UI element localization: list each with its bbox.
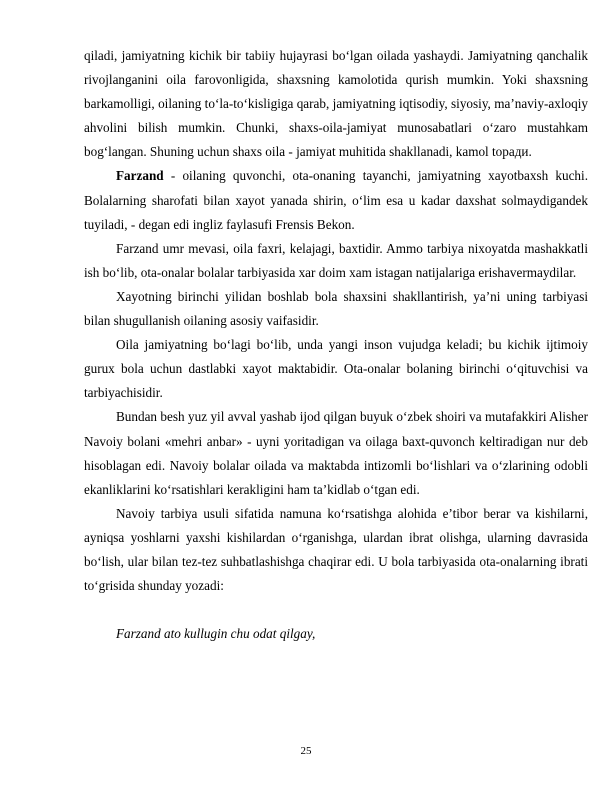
blank-line xyxy=(84,598,588,622)
paragraph-2: Farzand - oilaning quvonchi, ota-onaning tayanchi, jamiyatning xayotbaxsh kuchi. Bolalarning sharofati bilan xayot yanada shirin, o‘lim esa u kadar daxshat solmaydigandek tuyiladi, - degan edi ingliz faylasufi Frensis Bekon. xyxy=(84,168,588,232)
paragraph-6: Bundan besh yuz yil avval yashab ijod qilgan buyuk o‘zbek shoiri va mutafakkiri Alisher Navoiy bolani «mehri anbar» - uyni yoritadigan va oilaga baxt-quvonch keltiradigan nur deb hisoblagan edi. Navoiy bolalar oilada va maktabda intizomli bo‘lishlari va o‘zlarining odobli ekanliklarini ko‘rsatishlari kerakligini ham ta’kidlab o‘tgan edi. xyxy=(84,409,588,497)
verse-line: Farzand ato kullugin chu odat qilgay, xyxy=(116,626,316,642)
document-page xyxy=(84,44,588,646)
paragraph-7: Navoiy tarbiya usuli sifatida namuna ko‘rsatishga alohida e’tibor berar va kishilarni, ayniqsa yoshlarni yaxshi kishilardan o‘rganishga, ulardan ibrat olishga, ularning davrasida bo‘lish, ular bilan tez-tez suhbatlashishga chaqirar edi. U bola tarbiyasida ota-onalarning ibrati to‘grisida shunday yozadi: xyxy=(84,505,588,594)
paragraph-4: Xayotning birinchi yilidan boshlab bola shaxsini shakllantirish, ya’ni uning tarbiyasi bilan shugullanish oilaning asosiy vaifasidir. xyxy=(84,288,588,329)
paragraph-1: qiladi, jamiyatning kichik bir tabiiy hujayrasi bo‘lgan oilada yashaydi. Jamiyatning qanchalik rivojlanganini oila farovonligida, shaxsning kamolotida qurish mumkin. Yoki shaxsning barkamolligi, oilaning to‘la-to‘kisligiga qarab, jamiyatning iqtisodiy, siyosiy, ma’naviy-axloqiy ahvolini bilish mumkin. Chunki, shaxs-oila-jamiyat munosabatlari o‘zaro mustahkam bog‘langan. Shuning uchun shaxs oila - jamiyat muhitida shakllanadi, kamol topaди. xyxy=(84,48,588,160)
page-number: 25 xyxy=(300,745,312,757)
paragraph-5: Oila jamiyatning bo‘lagi bo‘lib, unda yangi inson vujudga keladi; bu kichik ijtimoiy gurux bola uchun dastlabki xayot maktabidir. Ota-onalar bolaning birinchi o‘qituvchisi va tarbiyachisidir. xyxy=(84,337,588,401)
bold-term-farzand: Farzand xyxy=(116,168,164,184)
paragraph-3: Farzand umr mevasi, oila faxri, kelajagi, baxtidir. Ammo tarbiya nixoyatda mashakkatli ish bo‘lib, ota-onalar bolalar tarbiyasida xar doim xam istagan natijalariga erishavermaydilar. xyxy=(84,240,588,280)
